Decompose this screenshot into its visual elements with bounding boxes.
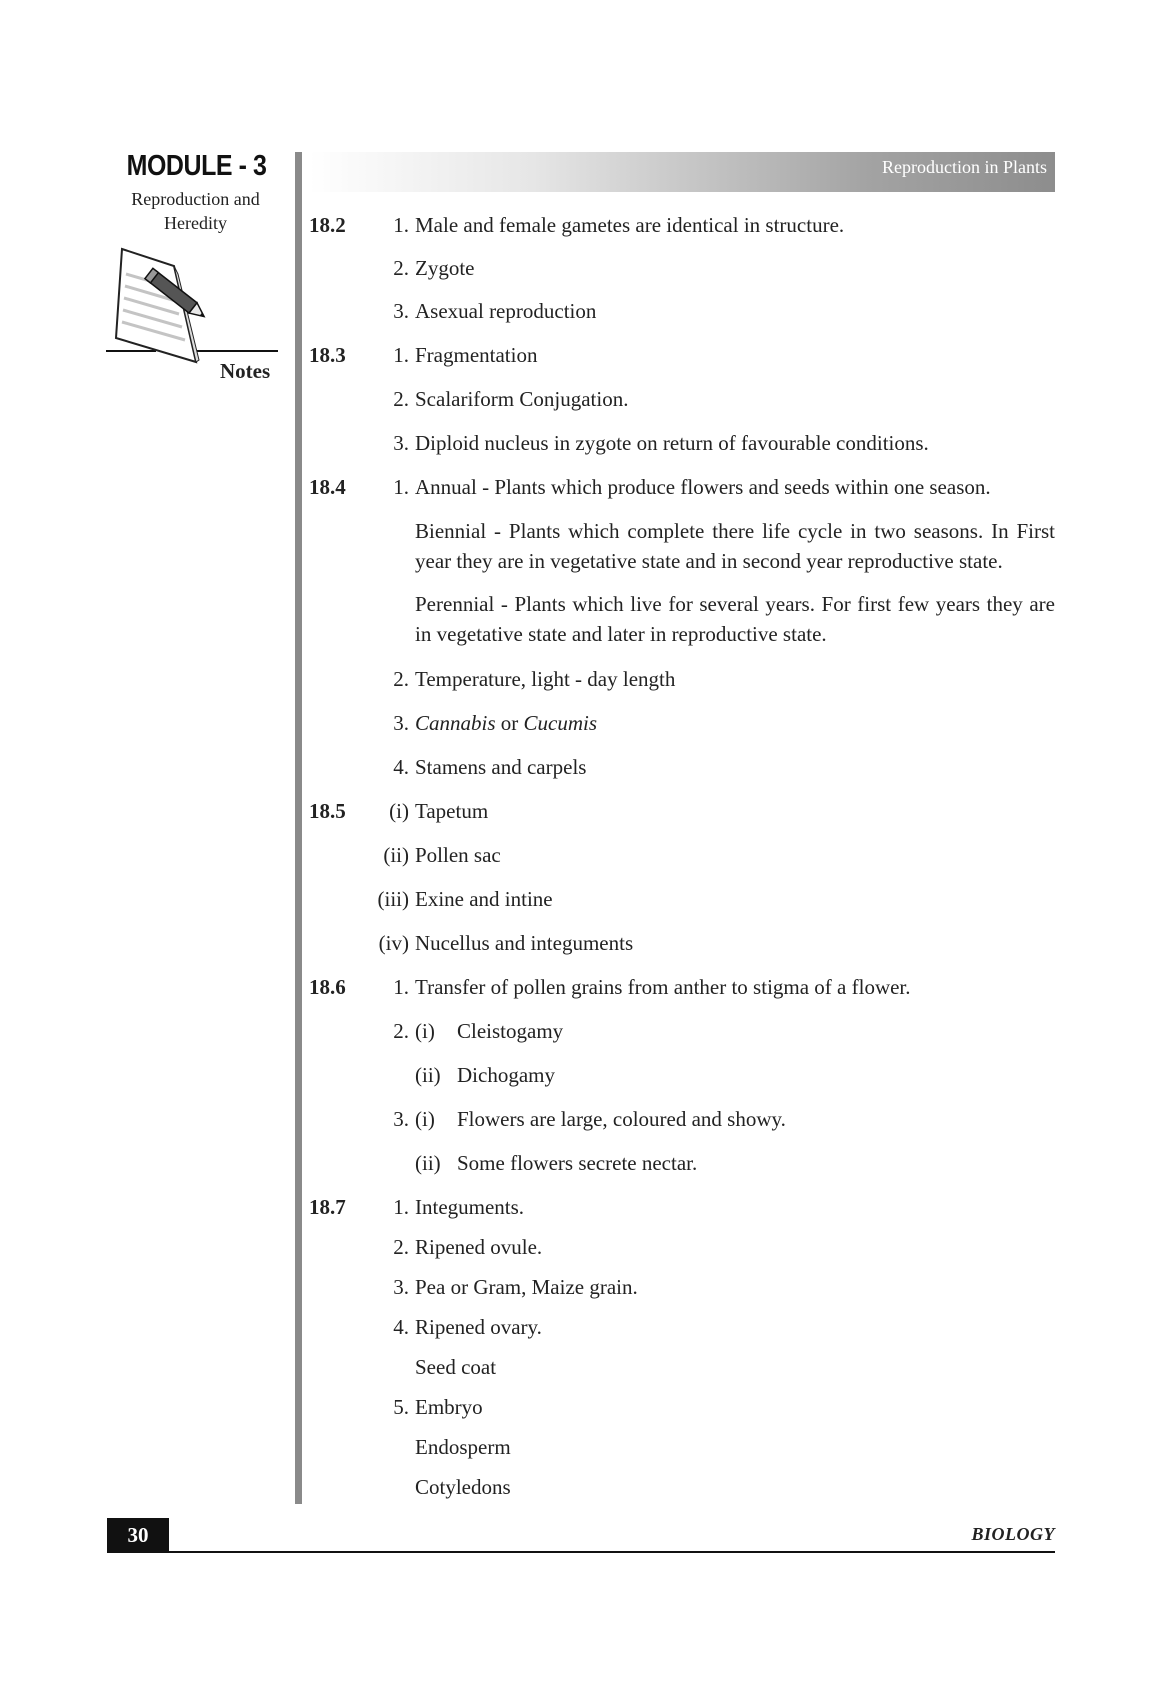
item-text: Nucellus and integuments <box>415 931 634 955</box>
item-text: Integuments. <box>415 1195 525 1219</box>
item-text: Temperature, light - day length <box>415 667 676 691</box>
item-text: Seed coat <box>415 1355 497 1379</box>
item-number: 4. <box>393 1315 409 1339</box>
sidebar <box>100 150 285 383</box>
module-subtitle <box>106 187 285 235</box>
item-number: 1. <box>393 1195 409 1219</box>
section-number: 18.5 <box>309 799 346 823</box>
item-text: Male and female gametes are identical in structure. <box>415 213 845 237</box>
item-number: 3. <box>393 1107 409 1131</box>
sub-item-text: Cleistogamy <box>457 1019 564 1043</box>
item-number: 2. <box>393 1235 409 1259</box>
item-number: (ii) <box>383 843 409 867</box>
section-number: 18.3 <box>309 343 346 367</box>
footer-rule <box>107 1551 1055 1553</box>
section-number: 18.2 <box>309 213 346 237</box>
section-number: 18.7 <box>309 1195 346 1219</box>
perennial-paragraph: Perennial - Plants which live for several years. For first few years they are in vegetative state and later in reproductive state. <box>415 592 1055 646</box>
page-number: 30 <box>107 1518 169 1552</box>
or-word: or <box>500 711 519 735</box>
item-number: 2. <box>393 387 409 411</box>
item-text: Pea or Gram, Maize grain. <box>415 1275 638 1299</box>
item-text: Stamens and carpels <box>415 755 587 779</box>
module-subtitle-line1: Reproduction and <box>131 189 260 209</box>
item-text: Annual - Plants which produce flowers and seeds within one season. <box>415 475 991 499</box>
item-number: 1. <box>393 975 409 999</box>
item-number: 3. <box>393 431 409 455</box>
item-text: Tapetum <box>415 799 489 823</box>
sub-item-text: Some flowers secrete nectar. <box>457 1151 698 1175</box>
item-number: 3. <box>393 299 409 323</box>
item-number: 3. <box>393 1275 409 1299</box>
item-number: 2. <box>393 256 409 280</box>
item-number: 4. <box>393 755 409 779</box>
vertical-rule <box>295 152 302 1504</box>
item-text: Fragmentation <box>415 343 538 367</box>
item-number: 5. <box>393 1395 409 1419</box>
answers-content <box>309 0 1055 1500</box>
item-text: Diploid nucleus in zygote on return of favourable conditions. <box>415 431 929 455</box>
sub-item-text: Dichogamy <box>457 1063 555 1087</box>
notes-pencil-icon <box>106 244 306 364</box>
item-number: 3. <box>393 711 409 735</box>
footer-subject: BIOLOGY <box>971 1524 1055 1544</box>
item-text: Zygote <box>415 256 475 280</box>
genus-cannabis: Cannabis <box>415 711 496 735</box>
item-text: Exine and intine <box>415 887 553 911</box>
sub-item-number: (i) <box>415 1107 435 1131</box>
item-number: 2. <box>393 667 409 691</box>
item-number: 1. <box>393 475 409 499</box>
section-number: 18.4 <box>309 475 346 499</box>
biennial-paragraph: Biennial - Plants which complete there life cycle in two seasons. In First year they are in vegetative state and in second year reproductive state. <box>415 519 1055 573</box>
item-number: 2. <box>393 1019 409 1043</box>
item-number: (iii) <box>377 887 409 911</box>
sub-item-number: (i) <box>415 1019 435 1043</box>
chapter-title: Reproduction in Plants <box>882 157 1047 177</box>
item-text <box>415 708 597 738</box>
item-text: Ripened ovule. <box>415 1235 543 1259</box>
sub-item-number: (ii) <box>415 1063 441 1087</box>
item-text: Transfer of pollen grains from anther to stigma of a flower. <box>415 975 911 999</box>
module-subtitle-line2: Heredity <box>164 213 227 233</box>
notes-label: Notes <box>220 359 271 383</box>
item-number: (iv) <box>378 931 409 955</box>
sub-item-number: (ii) <box>415 1151 441 1175</box>
item-text: Cotyledons <box>415 1475 511 1499</box>
item-text: Pollen sac <box>415 843 501 867</box>
item-text: Scalariform Conjugation. <box>415 387 629 411</box>
item-number: 1. <box>393 343 409 367</box>
sub-item-text: Flowers are large, coloured and showy. <box>457 1107 786 1131</box>
item-number: (i) <box>389 799 409 823</box>
section-number: 18.6 <box>309 975 346 999</box>
genus-cucumis: Cucumis <box>523 711 598 735</box>
item-text: Asexual reproduction <box>415 299 597 323</box>
module-title: MODULE - 3 <box>126 150 267 182</box>
item-text: Embryo <box>415 1395 483 1419</box>
item-text: Ripened ovary. <box>415 1315 542 1339</box>
item-text: Endosperm <box>415 1435 511 1459</box>
item-number: 1. <box>393 213 409 237</box>
